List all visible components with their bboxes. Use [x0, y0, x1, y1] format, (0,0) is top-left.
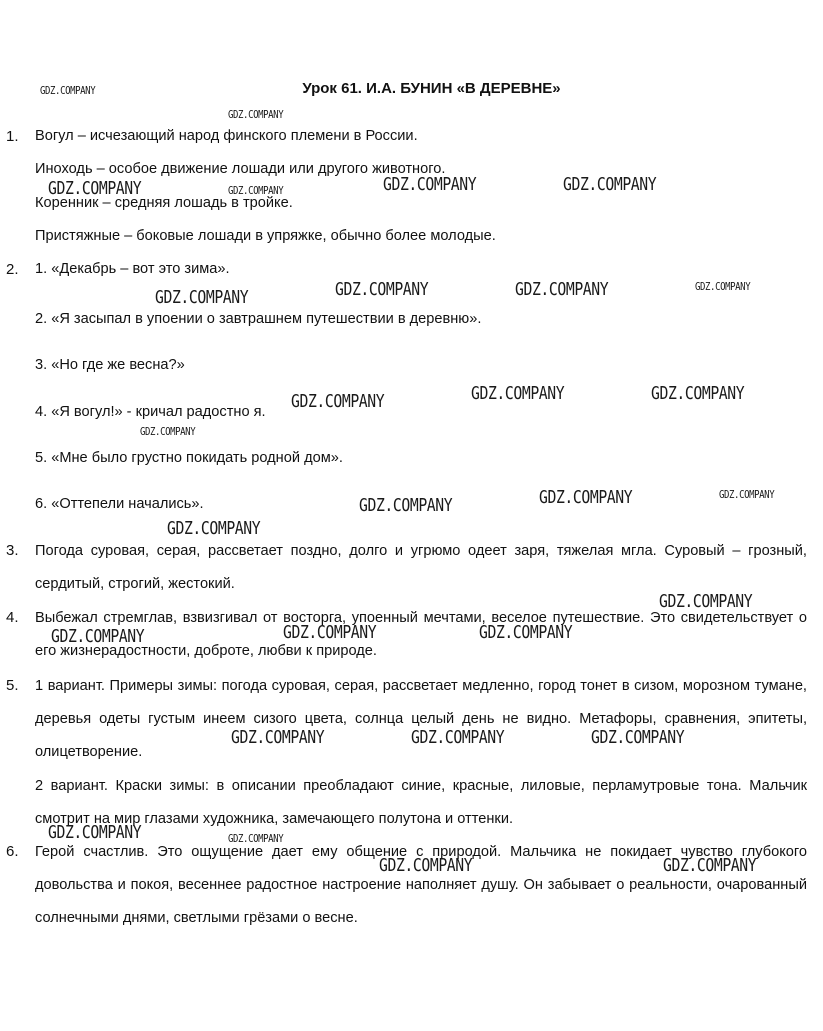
- item-number-1: 1.: [6, 128, 19, 145]
- watermark: GDZ.COMPANY: [411, 727, 505, 748]
- quote-line: 1. «Декабрь – вот это зима».: [35, 261, 230, 277]
- watermark: GDZ.COMPANY: [48, 178, 142, 199]
- watermark: GDZ.COMPANY: [591, 727, 685, 748]
- watermark: GDZ.COMPANY: [40, 84, 96, 97]
- watermark: GDZ.COMPANY: [479, 622, 573, 643]
- watermark: GDZ.COMPANY: [228, 832, 284, 845]
- watermark: GDZ.COMPANY: [155, 287, 249, 308]
- watermark: GDZ.COMPANY: [663, 855, 757, 876]
- definition-line: Вогул – исчезающий народ финского племени в России.: [35, 128, 418, 144]
- watermark: GDZ.COMPANY: [651, 383, 745, 404]
- item-number-6: 6.: [6, 843, 19, 860]
- answer-paragraph: Герой счастлив. Это ощущение дает ему общение с природой. Мальчика не покидает чувство глубокого довольства и покоя, весеннее радостное настроение наполняет душу. Он забывает о реальности, очарованный солнечными днями, светлыми грёзами о весне.: [35, 844, 807, 926]
- watermark: GDZ.COMPANY: [335, 279, 429, 300]
- watermark: GDZ.COMPANY: [659, 591, 753, 612]
- watermark: GDZ.COMPANY: [228, 108, 284, 121]
- watermark: GDZ.COMPANY: [283, 622, 377, 643]
- watermark: GDZ.COMPANY: [695, 280, 751, 293]
- watermark: GDZ.COMPANY: [379, 855, 473, 876]
- answer-paragraph: Выбежал стремглав, взвизгивал от восторга, упоенный мечтами, веселое путешествие. Это свидетельствует о его жизнерадостности, доброте, любви к природе.: [35, 610, 807, 659]
- watermark: GDZ.COMPANY: [515, 279, 609, 300]
- definition-line: Коренник – средняя лошадь в тройке.: [35, 195, 293, 211]
- quote-line: 4. «Я вогул!» - кричал радостно я.: [35, 404, 266, 420]
- item-number-2: 2.: [6, 261, 19, 278]
- watermark: GDZ.COMPANY: [231, 727, 325, 748]
- watermark: GDZ.COMPANY: [471, 383, 565, 404]
- watermark: GDZ.COMPANY: [383, 174, 477, 195]
- definition-line: Иноходь – особое движение лошади или другого животного.: [35, 161, 446, 177]
- quote-line: 5. «Мне было грустно покидать родной дом».: [35, 450, 343, 466]
- watermark: GDZ.COMPANY: [719, 488, 775, 501]
- answer-paragraph: 1 вариант. Примеры зимы: погода суровая, серая, рассветает медленно, город тонет в сизом, морозном тумане, деревья одеты густым инеем сизого цвета, солнца целый день не видно. Метафоры, сравнения, эпитеты, олицетворение.: [35, 678, 807, 760]
- answer-paragraph: Погода суровая, серая, рассветает поздно, долго и угрюмо одеет заря, тяжелая мгла. Суровый – грозный, сердитый, строгий, жестокий.: [35, 543, 807, 592]
- watermark: GDZ.COMPANY: [140, 425, 196, 438]
- watermark: GDZ.COMPANY: [539, 487, 633, 508]
- watermark: GDZ.COMPANY: [51, 626, 145, 647]
- answer-paragraph: 2 вариант. Краски зимы: в описании преобладают синие, красные, лиловые, перламутровые тона. Мальчик смотрит на мир глазами художника, замечающего полутона и оттенки.: [35, 778, 807, 827]
- quote-line: 2. «Я засыпал в упоении о завтрашнем путешествии в деревню».: [35, 311, 482, 327]
- item-number-5: 5.: [6, 677, 19, 694]
- definition-line: Пристяжные – боковые лошади в упряжке, обычно более молодые.: [35, 228, 496, 244]
- item-number-3: 3.: [6, 542, 19, 559]
- watermark: GDZ.COMPANY: [359, 495, 453, 516]
- watermark: GDZ.COMPANY: [167, 518, 261, 539]
- page-title: Урок 61. И.А. БУНИН «В ДЕРЕВНЕ»: [302, 80, 561, 97]
- quote-line: 3. «Но где же весна?»: [35, 357, 185, 373]
- watermark: GDZ.COMPANY: [563, 174, 657, 195]
- quote-line: 6. «Оттепели начались».: [35, 496, 204, 512]
- watermark: GDZ.COMPANY: [291, 391, 385, 412]
- item-number-4: 4.: [6, 609, 19, 626]
- watermark: GDZ.COMPANY: [228, 184, 284, 197]
- watermark: GDZ.COMPANY: [48, 822, 142, 843]
